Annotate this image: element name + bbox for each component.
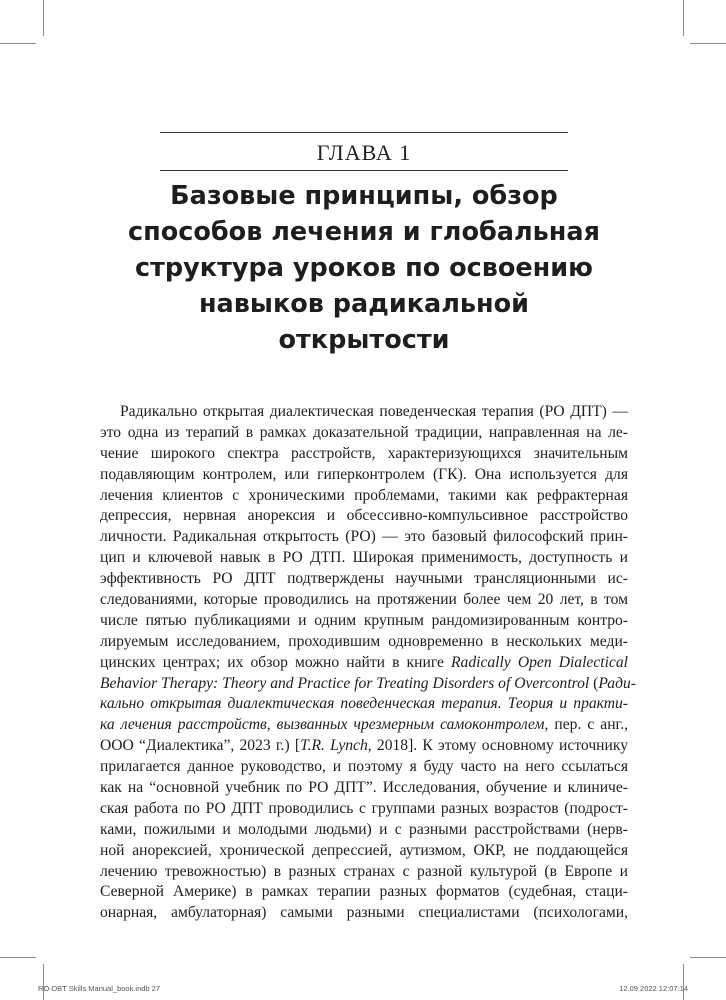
chapter-title-line: способов лечения и глобальная (127, 217, 600, 247)
body-line-with-book-title (100, 694, 628, 715)
book-title-ru: кально открытая диалектическая поведенческая терапия. Теория и практи- (100, 695, 628, 713)
chapter-title-line: навыков радикальной (198, 289, 530, 319)
body-text-run: цинских центрах; их обзор можно найти в книге (100, 653, 452, 671)
body-line: лируемым исследованием, проходившим одновременно в нескольких меди- (100, 632, 628, 650)
book-title-ru: Ради- (598, 674, 636, 692)
body-line-with-book-title (100, 653, 628, 674)
body-line-with-book-title (100, 715, 628, 736)
body-line: эффективность РО ДПТ подтверждены научными трансляционными ис- (100, 570, 628, 588)
body-line: следованиями, которые проводились на протяжении более чем 20 лет, в том (100, 591, 628, 609)
body-line-with-book-title (100, 674, 636, 695)
body-line: ская работа по РО ДПТ проводились с группами разных возрастов (подрост- (100, 799, 628, 817)
body-line: Северной Америке) в рамках терапии разных форматов (судебная, стаци- (100, 883, 628, 901)
chapter-title (100, 178, 628, 358)
footer-timestamp: 12.09.2022 12:07:14 (619, 984, 688, 993)
body-line: прилагается данное руководство, и поэтому я буду часто на него ссылаться (100, 758, 628, 776)
body-line: личности. Радикальная открытость (РО) — это базовый философский прин- (100, 528, 628, 546)
body-line: цип и ключевой навык в РО ДТП. Широкая применимость, доступность и (100, 549, 628, 567)
book-title-ru: ка лечения расстройств, вызванных чрезмерным самоконтролем (100, 716, 545, 734)
crop-mark (0, 43, 36, 44)
body-text-run: ( (589, 674, 599, 692)
chapter-rule-top (160, 132, 568, 133)
citation-author: T.R. Lynch, (300, 737, 372, 755)
body-paragraph (100, 402, 636, 924)
chapter-label: ГЛАВА 1 (316, 140, 412, 165)
body-line: Радикально открытая диалектическая поведенческая терапия (РО ДПТ) — (120, 403, 628, 420)
crop-mark (690, 43, 726, 44)
crop-mark (43, 964, 44, 1000)
body-line: ками, пожилыми и молодыми людьми) и с разными расстройствами (нерв- (100, 820, 628, 838)
body-line: это одна из терапий в рамках доказательной традиции, направленная на ле- (100, 423, 628, 441)
body-line: чение широкого спектра расстройств, характеризующихся значительным (100, 444, 628, 462)
body-text-run: , пер. с анг., (544, 716, 628, 734)
body-line: ной анорексией, хронической депрессией, аутизмом, ОКР, не поддающейся (100, 841, 628, 859)
crop-mark (683, 0, 684, 36)
body-line: онарная, амбулаторная) самыми разными специалистами (психологами, (100, 904, 628, 922)
footer-file-info: RO-DBT Skills Manual_book.indb 27 (38, 984, 161, 993)
body-line: депрессия, нервная анорексия и обсессивно-компульсивное расстройство (100, 507, 628, 525)
crop-mark (683, 964, 684, 1000)
body-text-run: 2018]. К этому основному источнику (371, 737, 629, 755)
body-line: лечения клиентов с хроническими проблемами, такими как рефрактерная (100, 486, 628, 504)
book-title-en: Radically Open Dialectical (451, 653, 628, 671)
crop-mark (690, 957, 726, 958)
body-line-with-citation (100, 736, 628, 757)
chapter-title-line: структура уроков по освоению (135, 253, 593, 283)
crop-mark (0, 957, 36, 958)
body-line: числе пятью публикациями и одним крупным рандомизированным контро- (100, 611, 628, 629)
body-line: как на “основной учебник по РО ДПТ”. Исследования, обучение и клиниче- (100, 779, 628, 797)
book-title-en: Behavior Therapy: Theory and Practice for Treating Disorders of Overcontrol (100, 674, 590, 692)
chapter-title-line: Базовые принципы, обзор (170, 181, 558, 211)
body-line: лечению тревожностью) в разных странах с разной культурой (в Европе и (100, 862, 628, 880)
body-text-run: ООО “Диалектика”, 2023 г.) [ (100, 737, 301, 755)
chapter-title-line: открытости (278, 325, 450, 355)
crop-mark (43, 0, 44, 36)
body-line: подавляющим контролем, или гиперконтролем (ГК). Она используется для (100, 465, 628, 483)
chapter-rule-bottom (160, 170, 568, 171)
